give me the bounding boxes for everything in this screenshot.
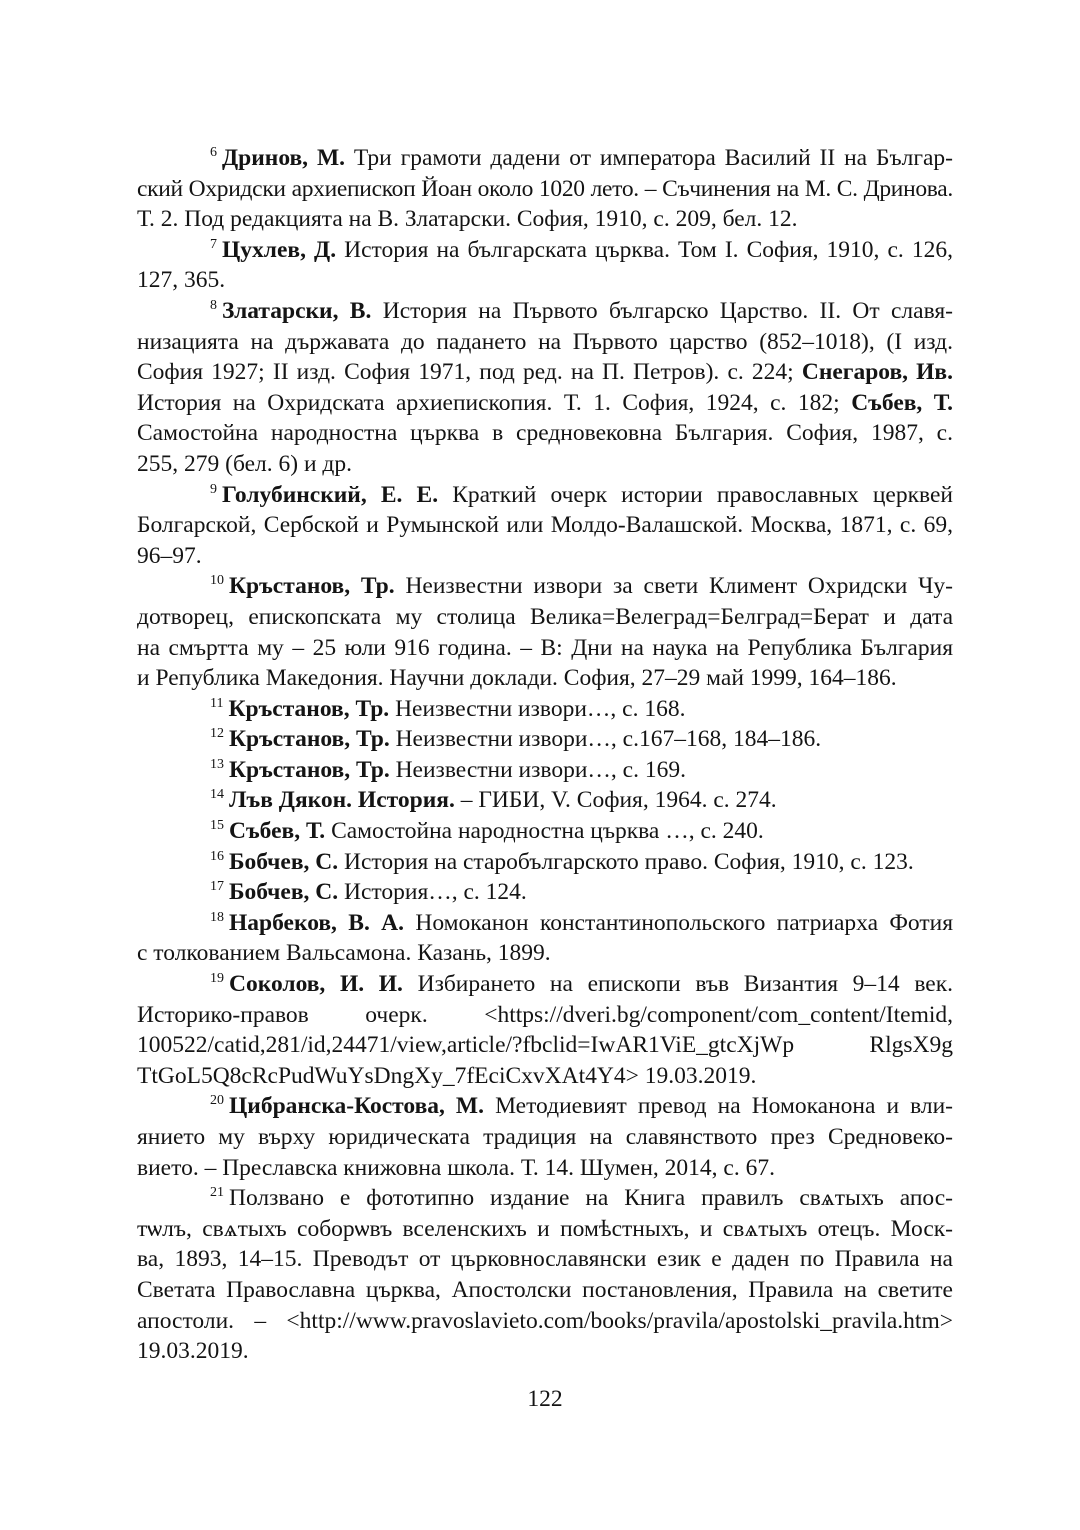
footnote-text: История на Охридската архиепископия. Т. 1. София, 1924, с. 182; (137, 389, 840, 416)
footnote-number: 8 (210, 297, 217, 313)
footnote-author: Снегаров, Ив. (801, 359, 954, 386)
footnote-line (137, 418, 953, 449)
footnote-line (137, 1030, 953, 1061)
footnotes-section (137, 143, 953, 1367)
footnote-author: Кръстанов, Тр. (228, 695, 390, 722)
footnote-line (137, 694, 953, 725)
footnote-line (137, 296, 953, 327)
footnote-line (137, 174, 953, 205)
footnote-9 (137, 480, 953, 572)
footnote-text: апостоли. – <http://www.pravoslavieto.com/books/pravila/apostolski_pravila.htm> (137, 1307, 953, 1334)
footnote-text: и Република Македония. Научни доклади. София, 27–29 май 1999, 164–186. (137, 665, 897, 692)
footnote-author: Бобчев, С. (229, 848, 339, 875)
footnote-text: 255, 279 (бел. 6) и др. (137, 450, 352, 477)
footnote-13 (137, 755, 953, 786)
footnote-text: – ГИБИ, V. София, 1964. с. 274. (460, 787, 777, 814)
footnote-14 (137, 785, 953, 816)
footnote-line (137, 755, 953, 786)
footnote-text: с толкованием Вальсамона. Казань, 1899. (137, 940, 551, 967)
footnote-text: Историко-правов очерк. <https://dveri.bg/component/com_content/Itemid, (137, 1001, 953, 1028)
footnote-text: Ползвано е фототипно издание на Книга правилъ свѧтыхъ апос- (229, 1185, 953, 1212)
footnote-text: низацията на държавата до падането на Първото царство (852–1018), (I изд. (137, 328, 953, 355)
footnote-text: София 1927; II изд. София 1971, под ред. на П. Петров). с. 224; (137, 359, 794, 386)
footnote-line (137, 265, 953, 296)
footnote-number: 17 (210, 879, 224, 895)
footnote-author: Кръстанов, Тр. (229, 573, 395, 600)
footnote-line (137, 724, 953, 755)
footnote-line (137, 938, 953, 969)
footnote-11 (137, 694, 953, 725)
footnote-author: Цухлев, Д. (222, 236, 337, 263)
footnote-line (137, 143, 953, 174)
footnote-number: 12 (210, 726, 224, 742)
footnote-text: Неизвестни извори…, с.167–168, 184–186. (395, 726, 822, 753)
footnote-line (137, 1214, 953, 1245)
footnote-text: Краткий очерк истории православных церквей (452, 481, 953, 508)
footnote-text: Самостойна народностна църква в средновековна България. София, 1987, с. (137, 420, 953, 447)
footnote-text: Три грамоти дадени от императора Василий II на Българ- (353, 145, 953, 171)
footnote-text: История на Първото българско Царство. II. От славя- (382, 297, 954, 324)
footnote-line (137, 388, 953, 419)
footnote-line (137, 480, 953, 511)
footnote-author: Златарски, В. (222, 297, 372, 324)
footnote-author: Нарбеков, В. А. (229, 909, 404, 936)
footnote-author: Кръстанов, Тр. (229, 756, 390, 783)
footnote-text: История на старобългарското право. София, 1910, с. 123. (344, 848, 914, 875)
footnote-18 (137, 908, 953, 969)
footnote-line (137, 785, 953, 816)
footnote-15 (137, 816, 953, 847)
footnote-author: Лъв Дякон. История. (229, 787, 455, 814)
footnote-line (137, 1244, 953, 1275)
footnote-number: 9 (210, 481, 217, 497)
footnote-line (137, 1153, 953, 1184)
footnote-text: Неизвестни извори…, с. 168. (395, 695, 686, 722)
footnote-text: 127, 365. (137, 267, 226, 294)
footnote-line (137, 1122, 953, 1153)
footnote-19 (137, 969, 953, 1091)
footnote-text: тѡлъ, свѧтыхъ соборѡвъ вселенскихъ и помѣстныхъ, и свѧтыхъ отецъ. Моск- (137, 1215, 953, 1242)
footnote-line (137, 449, 953, 480)
footnote-text: вието. – Преславска книжовна школа. Т. 14. Шумен, 2014, с. 67. (137, 1154, 775, 1181)
footnote-text: История на българската църква. Том I. София, 1910, с. 126, (344, 236, 953, 263)
footnote-text: 19.03.2019. (137, 1338, 249, 1365)
footnote-number: 14 (210, 787, 224, 803)
footnote-20 (137, 1091, 953, 1183)
footnote-author: Кръстанов, Тр. (229, 726, 390, 753)
footnote-16 (137, 847, 953, 878)
footnote-number: 10 (210, 573, 224, 589)
footnote-text: TtGoL5Q8cRcPudWuYsDngXy_7fEciCxvXAt4Y4> 19.03.2019. (137, 1062, 757, 1089)
footnote-line (137, 327, 953, 358)
footnote-line (137, 510, 953, 541)
page-number: 122 (527, 1386, 563, 1412)
footnote-line (137, 877, 953, 908)
footnote-7 (137, 235, 953, 296)
footnote-line (137, 663, 953, 694)
footnote-line (137, 908, 953, 939)
footnote-6 (137, 143, 953, 235)
footnote-line (137, 235, 953, 266)
footnote-line (137, 602, 953, 633)
footnote-text: Болгарской, Сербской и Румынской или Молдо-Валашской. Москва, 1871, с. 69, (137, 512, 953, 539)
footnote-line (137, 571, 953, 602)
footnote-text: Методиевият превод на Номоканона и вли- (495, 1093, 954, 1120)
footnote-line (137, 541, 953, 572)
footnote-text: ва, 1893, 14–15. Преводът от църковнославянски език е даден по Правила на (137, 1246, 953, 1273)
footnote-text: Неизвестни извори…, с. 169. (395, 756, 686, 783)
footnote-author: Дринов, М. (222, 145, 345, 171)
footnote-17 (137, 877, 953, 908)
footnote-line (137, 847, 953, 878)
footnote-number: 15 (210, 818, 224, 834)
footnote-text: Светата Православна църква, Апостолски постановления, Правила на светите (137, 1276, 953, 1303)
footnote-author: Цибранска-Костова, М. (229, 1093, 484, 1120)
footnote-line (137, 1306, 953, 1337)
footnote-line (137, 1336, 953, 1367)
footnote-text: Самостойна народностна църква …, с. 240. (331, 818, 764, 845)
footnote-author: Голубинский, Е. Е. (222, 481, 439, 508)
footnote-author: Соколов, И. И. (229, 971, 403, 998)
footnote-line (137, 1275, 953, 1306)
footnote-author: Бобчев, С. (229, 879, 339, 906)
footnote-text: Избирането на епископи във Византия 9–14 век. (417, 971, 953, 998)
footnote-author: Събев, Т. (851, 389, 954, 416)
footnote-10 (137, 571, 953, 693)
footnote-line (137, 969, 953, 1000)
footnote-line (137, 1061, 953, 1092)
footnote-number: 20 (210, 1093, 224, 1109)
footnote-line (137, 816, 953, 847)
footnote-number: 19 (210, 971, 224, 987)
footnote-text: 100522/catid,281/id,24471/view,article/?fbclid=IwAR1ViE_gtcXjWp RlgsX9g (137, 1032, 953, 1059)
footnote-text: янието му върху юридическата традиция на славянството през Средновеко- (137, 1124, 953, 1150)
footnote-number: 6 (210, 145, 217, 160)
footnote-author: Събев, Т. (229, 818, 326, 845)
footnote-line (137, 633, 953, 664)
footnote-text: Неизвестни извори за свети Климент Охридски Чу- (405, 573, 953, 600)
footnote-number: 11 (210, 695, 224, 711)
footnote-12 (137, 724, 953, 755)
footnote-number: 16 (210, 848, 224, 864)
footnote-text: ский Охридски архиепископ Йоан около 1020 лето. – Съчинения на М. С. Дринова. (137, 175, 953, 202)
footnote-line (137, 1000, 953, 1031)
footnote-text: История…, с. 124. (344, 879, 527, 906)
footnote-text: Т. 2. Под редакцията на В. Златарски. София, 1910, с. 209, бел. 12. (137, 206, 798, 233)
footnote-number: 21 (210, 1185, 224, 1201)
footnote-number: 18 (210, 909, 224, 925)
footnote-text: на смъртта му – 25 юли 916 година. – В: Дни на наука на Република България (137, 634, 953, 661)
footnote-line (137, 204, 953, 235)
footnote-line (137, 1183, 953, 1214)
footnote-text: дотворец, епископската му столица Велика=Велеград=Белград=Берат и дата (137, 603, 953, 630)
footnote-line (137, 1091, 953, 1122)
footnote-line (137, 357, 953, 388)
footnote-number: 7 (210, 236, 217, 252)
footnote-8 (137, 296, 953, 480)
footnote-text: 96–97. (137, 542, 202, 569)
footnote-text: Номоканон константинопольского патриарха Фотия (415, 909, 954, 936)
footnote-21 (137, 1183, 953, 1367)
footnote-number: 13 (210, 756, 224, 772)
